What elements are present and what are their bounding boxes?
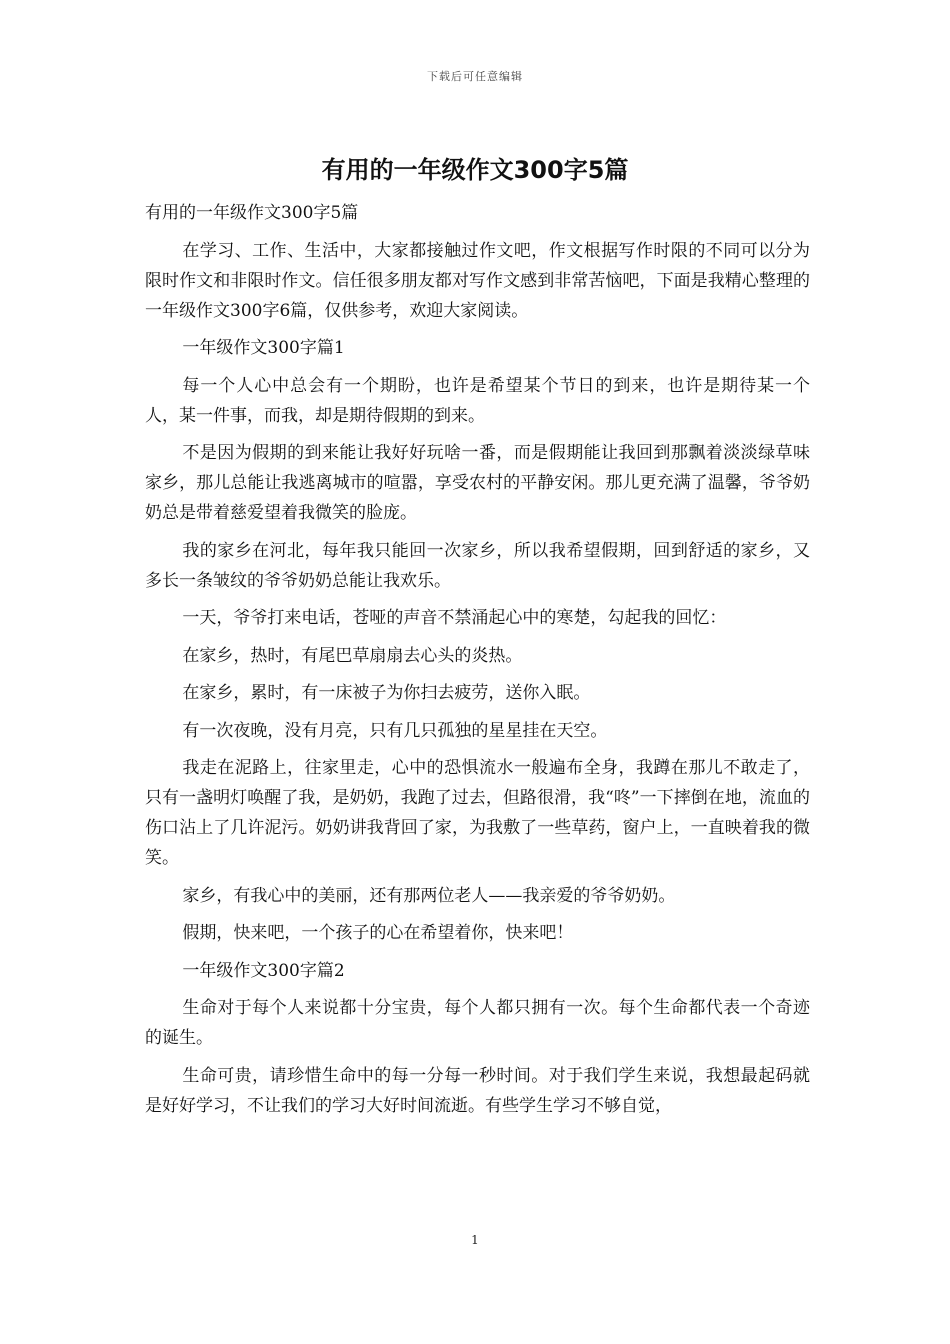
section-heading: 一年级作文300字篇1 [182,338,345,358]
paragraph: 每一个人心中总会有一个期盼，也许是希望某个节日的到来，也许是期待某一个人，某一件事，而我，却是期待假期的到来。 [145,375,810,426]
paragraph: 在家乡，热时，有尾巴草扇扇去心头的炎热。 [182,645,523,666]
paragraph: 在家乡，累时，有一床被子为你扫去疲劳，送你入眠。 [182,683,591,703]
section-heading: 一年级作文300字篇2 [182,960,345,981]
paragraph: 在学习、工作、生活中，大家都接触过作文吧，作文根据写作时限的不同可以分为限时作文和非限时作文。信任很多朋友都对写作文感到非常苦恼吧，下面是我精心整理的一年级作文300字6篇，仅供参考，欢迎大家阅读。 [145,240,810,321]
paragraph: 假期，快来吧，一个孩子的心在希望着你，快来吧！ [182,923,574,943]
paragraph: 有一次夜晚，没有月亮，只有几只孤独的星星挂在天空。 [182,720,608,741]
document-title: 有用的一年级作文300字5篇 [321,156,629,184]
page-number: 1 [471,1233,479,1247]
document-body [145,198,810,1128]
paragraph: 一天，爷爷打来电话，苍哑的声音不禁涌起心中的寒楚，勾起我的回忆： [182,608,727,628]
paragraph: 生命可贵，请珍惜生命中的每一分每一秒时间。对于我们学生来说，我想最起码就是好好学习，不让我们的学习大好时间流逝。有些学生学习不够自觉， [145,1065,810,1116]
header-note: 下载后可任意编辑 [427,70,523,83]
paragraph: 不是因为假期的到来能让我好好玩啥一番，而是假期能让我回到那飘着淡淡绿草味家乡，那儿总能让我逃离城市的喧嚣，享受农村的平静安闲。那儿更充满了温馨，爷爷奶奶总是带着慈爱望着我微笑的脸庞。 [145,443,810,523]
subtitle-line: 有用的一年级作文300字5篇 [145,203,359,223]
paragraph: 家乡，有我心中的美丽，还有那两位老人——我亲爱的爷爷奶奶。 [182,885,676,906]
paragraph: 生命对于每个人来说都十分宝贵，每个人都只拥有一次。每个生命都代表一个奇迹的诞生。 [145,998,810,1048]
paragraph: 我走在泥路上，往家里走，心中的恐惧流水一般遍布全身，我蹲在那儿不敢走了，只有一盏明灯唤醒了我，是奶奶，我跑了过去，但路很滑，我“咚”一下摔倒在地，流血的伤口沾上了几许泥污。奶奶讲我背回了家，为我敷了一些草药，窗户上，一直映着我的微笑。 [145,758,810,868]
paragraph: 我的家乡在河北，每年我只能回一次家乡，所以我希望假期，回到舒适的家乡，又多长一条皱纹的爷爷奶奶总能让我欢乐。 [145,540,810,591]
